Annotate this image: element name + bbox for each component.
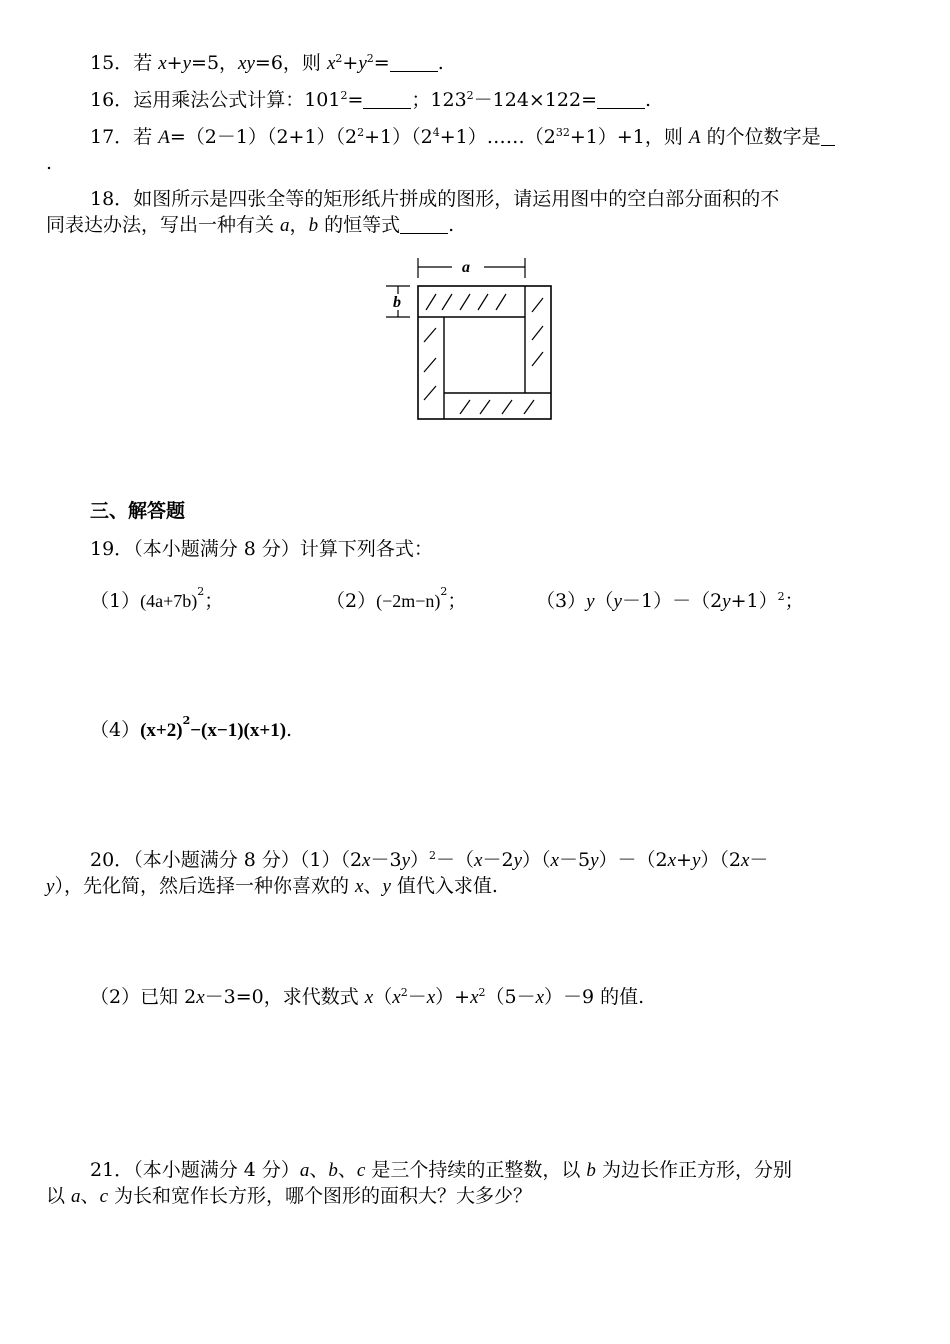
answer-blank[interactable] bbox=[390, 53, 438, 72]
question-17: 17．若 $A=(2-1)(2+1)(2^2+1)(2^4+1)\dots\dots(2^{32}+1)+1$，则 A 的个位数字是 bbox=[90, 124, 835, 151]
question-18-line2: 同表达办法，写出一种有关 a，b 的恒等式 . bbox=[46, 214, 455, 236]
question-number: 20． bbox=[90, 849, 134, 871]
question-number: 16． bbox=[90, 89, 134, 111]
q19-part-2: $(2)(-2m-n)^2$； bbox=[326, 585, 467, 612]
question-20-part-2: （2）已知 2x－3=0，求代数式 $x(x^2-x)+x^2(5-x)-9$ 的值. bbox=[90, 986, 645, 1008]
q19-part-1: $(1)(4a+7b)^2$； bbox=[90, 585, 224, 612]
answer-blank[interactable] bbox=[597, 90, 645, 109]
label-a: a bbox=[462, 259, 470, 276]
question-18-line1: 18．如图所示是四张全等的矩形纸片拼成的图形，请运用图中的空白部分面积的不 bbox=[90, 188, 780, 210]
answer-blank[interactable] bbox=[821, 127, 835, 146]
q19-part-4: $(4)(x+2)^2-(x-1)(x+1)$. bbox=[90, 714, 293, 741]
answer-blank[interactable] bbox=[400, 215, 448, 234]
q19-part-3: $(3)y(y-1)-(2y+1)^2$； bbox=[536, 590, 804, 612]
question-number: 18． bbox=[90, 188, 134, 210]
question-19: 19．（本小题满分 8 分）计算下列各式： bbox=[90, 538, 433, 560]
question-20-line1: 20．（本小题满分 8 分）$(1)(2x-3y)^2-(x-2y)(x-5y)-(2x+y)(2x-$ bbox=[90, 849, 769, 871]
question-17-end: . bbox=[46, 152, 53, 174]
question-number: 15． bbox=[90, 52, 134, 74]
question-16: 16．运用乘法公式计算：$101^2=$ ；$123^2-124\times 122=$ . bbox=[90, 89, 652, 111]
question-number: 21． bbox=[90, 1159, 134, 1181]
answer-blank[interactable] bbox=[363, 90, 411, 109]
section-heading: 三、解答题 bbox=[90, 500, 186, 522]
question-21-line2: 以 a、c 为长和宽作长方形，哪个图形的面积大？大多少？ bbox=[46, 1185, 533, 1207]
question-20-line2: y），先化简，然后选择一种你喜欢的 x、y 值代入求值. bbox=[46, 875, 498, 897]
rectangle-figure bbox=[380, 250, 570, 425]
question-21-line1: 21．（本小题满分 4 分）a、b、c 是三个持续的正整数，以 b 为边长作正方形，分别 bbox=[90, 1159, 792, 1181]
question-15: 15．若 x+y=5，xy=6，则 $x^2+y^2=$ . bbox=[90, 52, 444, 74]
question-number: 17． bbox=[90, 126, 134, 148]
label-b: b bbox=[393, 294, 401, 311]
question-number: 19． bbox=[90, 538, 134, 560]
